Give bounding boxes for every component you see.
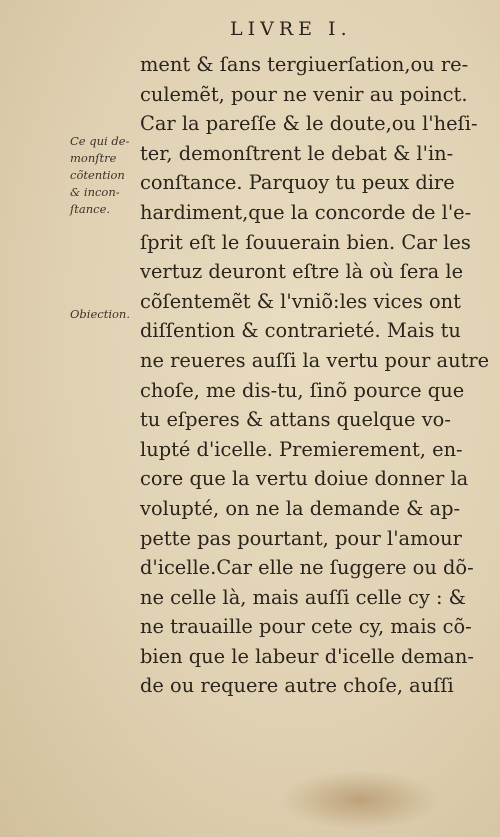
text-line: ne celle là, mais auſſi celle cy : & [140,585,466,609]
text-line: tu eſperes & attans quelque vo- [140,408,451,432]
text-line: conſtance. Parquoy tu peux dire [140,171,455,195]
text-line: ter, demonſtrent le debat & l'in- [140,141,454,165]
body-text [140,50,490,701]
text-line: lupté d'icelle. Premierement, en- [140,437,463,461]
margin-note-line: Obiection. [70,307,130,321]
text-line: vertuz deuront eſtre là où ſera le [140,260,464,284]
text-line: hardiment,que la concorde de l'e- [140,200,472,224]
paper-stain [280,770,440,830]
margin-note-line: Ce qui de- [70,134,130,148]
text-line: core que la vertu doiue donner la [140,467,469,491]
margin-note-objection [70,306,140,323]
margin-note-line: monſtre [70,151,117,165]
margin-note-line: cõtention [70,168,125,182]
margin-note-line: & incon- [70,185,120,199]
text-line: volupté, on ne la demande & ap- [140,496,461,520]
text-line: bien que le labeur d'icelle deman- [140,644,474,668]
text-line: ment & ſans tergiuerſation,ou re- [140,53,469,76]
text-line: Car la pareſſe & le doute,ou l'heſi- [140,112,478,136]
text-line: ſprit eſt le ſouuerain bien. Car les [140,230,471,254]
text-line: ne trauaille pour cete cy, mais cõ- [140,615,472,639]
text-line: cõſentemẽt & l'vniõ:les vices ont [140,289,461,313]
text-line: ne reueres auſſi la vertu pour autre [140,348,490,372]
margin-note-line: ſtance. [70,202,111,216]
running-header: LIVRE I. [230,18,352,40]
text-line: culemẽt, pour ne venir au poinct. [140,82,468,106]
margin-note-contention [70,133,140,218]
text-line: pette pas pourtant, pour l'amour [140,526,462,550]
text-line: de ou requere autre choſe, auſſi [140,674,454,698]
text-line: diſſention & contrarieté. Mais tu [140,319,461,343]
text-line: choſe, me dis-tu, ſinõ pource que [140,378,465,402]
text-line: d'icelle.Car elle ne ſuggere ou dõ- [140,556,474,580]
